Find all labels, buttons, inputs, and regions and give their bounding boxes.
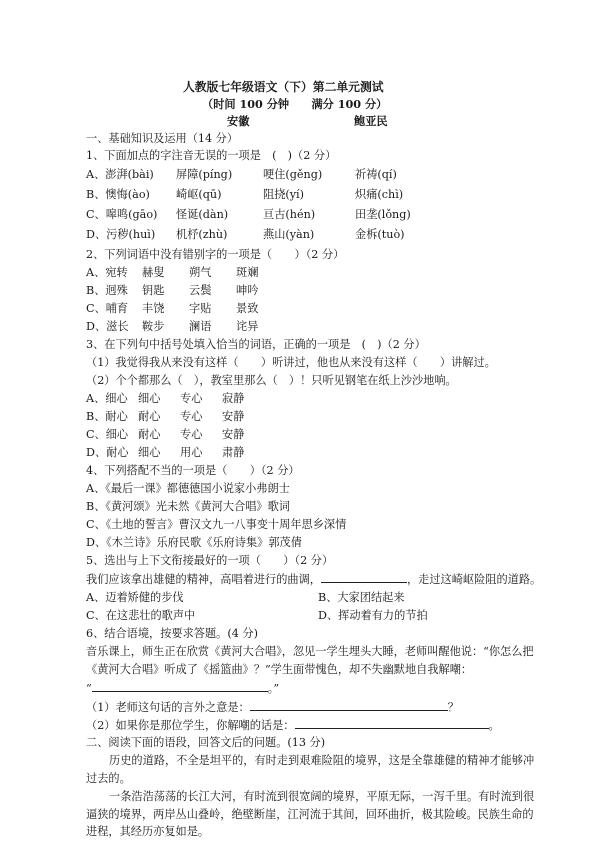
q1-option-b1: B、懊悔(ào): [86, 188, 150, 201]
q3-option-b4: 安静: [222, 410, 245, 423]
q6-context-line-1: 音乐课上，师生正在欣赏《黄河大合唱》，忽见一学生埋头大睡，老师叫醒他说：“你怎么把: [86, 645, 534, 658]
q4-option-a: A、《最后一课》都德德国小说家小弗朗士: [86, 482, 290, 495]
q2-option-a4: 斑斓: [236, 266, 259, 279]
q2-option-c1: C、哺育: [86, 302, 129, 315]
q1-option-d3: 燕山(yàn): [263, 228, 315, 241]
q2-option-d3: 澜语: [189, 320, 212, 333]
q2-option-c4: 景致: [236, 302, 259, 315]
q2-option-a1: A、宛转: [86, 266, 128, 279]
q3-option-d2: 细心: [138, 446, 161, 459]
q1-option-c3: 亘古(hén): [263, 208, 316, 221]
q6-answer-1-blank[interactable]: [250, 699, 448, 711]
exam-province: 安徽: [227, 114, 250, 128]
q2-stem: 2、下列词语中没有错别字的一项是（ ）（2 分）: [86, 248, 345, 261]
q5-option-b: B、大家团结起来: [318, 591, 405, 604]
passage-line: 过去的。: [86, 772, 131, 785]
q4-option-c: C、《土地的誓言》曹汉文九一八事变十周年思乡深情: [86, 518, 347, 531]
q3-option-b1: B、耐心: [86, 410, 128, 423]
q3-option-a3: 专心: [180, 392, 203, 405]
q6-reply-line: [86, 680, 279, 696]
q1-option-a4: 祈祷(qí): [355, 168, 397, 181]
q4-stem: 4、下列搭配不当的一项是（ ）（2 分）: [86, 464, 300, 477]
exam-title: 人教版七年级语文（下）第二单元测试: [183, 80, 384, 94]
q6-answer-2-blank[interactable]: [295, 717, 489, 729]
q6-reply-open-quote: “: [86, 682, 92, 695]
q2-option-b3: 云鬓: [189, 284, 212, 297]
q6-answer-1-label: （1）老师这句话的言外之意是：: [86, 701, 250, 714]
q3-option-d4: 肃静: [222, 446, 245, 459]
q3-option-c4: 安静: [222, 428, 245, 441]
q2-option-d4: 诧异: [236, 320, 259, 333]
q3-option-a1: A、细心: [86, 392, 128, 405]
passage-line: 一条浩浩荡荡的长江大河，有时流到很宽阔的境界，平原无际，一泻千里。有时流到很: [109, 790, 535, 803]
passage-line: 历史的道路，不全是坦平的，有时走到艰难险阻的境界，这是全靠雄健的精神才能够冲: [109, 754, 535, 767]
q4-option-d: D、《木兰诗》乐府民歌《乐府诗集》郭茂倩: [86, 536, 302, 549]
exam-author: 鲍亚民: [354, 114, 388, 128]
passage-line: 进程，其经历亦复如是。: [86, 825, 210, 838]
q4-option-b: B、《黄河颂》光未然《黄河大合唱》歌词: [86, 500, 290, 513]
q2-option-c2: 丰饶: [142, 302, 165, 315]
q5-option-c: C、在这悲壮的歌声中: [86, 609, 196, 622]
q1-option-b4: 炽痛(chì): [355, 188, 404, 201]
q3-sentence-1: （1）我觉得我从来没有这样（ ）听讲过，他也从来没有这样（ ）讲解过。: [86, 356, 496, 369]
section-1-heading: 一、基础知识及运用（14 分）: [86, 132, 239, 145]
q6-context-line-2: 《黄河大合唱》听成了《摇篮曲》？”学生面带愧色，却不失幽默地自我解嘲：: [86, 663, 473, 676]
q1-option-a1: A、澎湃(bài): [86, 168, 154, 181]
q5-answer-blank[interactable]: [321, 571, 407, 583]
section-2-heading: 二、阅读下面的语段，回答文后的问题。(13 分): [86, 736, 326, 749]
q3-option-c3: 专心: [180, 428, 203, 441]
passage-line: 逼狭的境界，两岸丛山叠岭，绝壁断崖，江河流于其间，回环曲折，极其险峻。民族生命的: [86, 808, 534, 821]
q3-option-d1: D、耐心: [86, 446, 129, 459]
q1-option-d4: 金柝(tuò): [355, 228, 405, 241]
q1-option-b2: 崎岖(qū): [176, 188, 222, 201]
q3-option-c1: C、细心: [86, 428, 129, 441]
q2-option-b2: 钥匙: [142, 284, 165, 297]
q2-option-b4: 呻吟: [236, 284, 259, 297]
q1-option-c1: C、嗥鸣(gāo): [86, 208, 158, 221]
q6-answer-1: [86, 699, 459, 715]
q5-sentence-end: ，走过这崎岖险阻的道路。: [406, 573, 542, 586]
q3-option-c2: 耐心: [138, 428, 161, 441]
q5-stem: 5、选出与上下文衔接最好的一项（ ）（2 分）: [86, 554, 334, 567]
q2-option-a2: 赫叟: [142, 266, 165, 279]
q1-option-a2: 屏障(píng): [176, 168, 233, 181]
q2-option-d1: D、滋长: [86, 320, 129, 333]
q5-option-a: A、迈着矫健的步伐: [86, 591, 184, 604]
q1-option-a3: 哽住(gěng): [263, 168, 323, 181]
q1-stem: 1、下面加点的字注音无误的一项是 ( )（2 分）: [86, 149, 337, 162]
q1-option-d2: 机杼(zhù): [176, 228, 228, 241]
q2-option-b1: B、迥殊: [86, 284, 128, 297]
q2-option-c3: 字贴: [189, 302, 212, 315]
q3-option-d3: 用心: [180, 446, 203, 459]
q6-answer-2-end: 。: [488, 719, 500, 732]
q6-reply-blank[interactable]: [92, 680, 268, 692]
q2-option-d2: 鞍步: [142, 320, 165, 333]
q3-sentence-2: （2）个个都那么（ ），教室里那么（ ）！只听见钢笔在纸上沙沙地响。: [86, 374, 457, 387]
q5-sentence-start: 我们应该拿出雄健的精神，高唱着进行的曲调，: [86, 573, 321, 586]
q1-option-c4: 田垄(lǒng): [355, 208, 411, 221]
q3-option-b2: 耐心: [138, 410, 161, 423]
q6-stem: 6、结合语境，按要求答题。(4 分): [86, 627, 258, 640]
q1-option-d1: D、污秽(huì): [86, 228, 156, 241]
q6-answer-2: [86, 717, 500, 733]
q3-option-b3: 专心: [180, 410, 203, 423]
exam-time-score: （时间 100 分钟 满分 100 分）: [202, 97, 388, 111]
q1-option-c2: 怪诞(dàn): [176, 208, 229, 221]
q3-stem: 3、在下列句中括号处填入恰当的词语，正确的一项是 ( )（2 分）: [86, 338, 426, 351]
q3-option-a4: 寂静: [222, 392, 245, 405]
q6-answer-1-end: ？: [447, 701, 459, 714]
q3-option-a2: 细心: [138, 392, 161, 405]
q5-sentence: [86, 571, 541, 587]
q5-option-d: D、挥动着有力的节拍: [318, 609, 428, 622]
q1-option-b3: 阻挠(yí): [263, 188, 305, 201]
q6-reply-close-quote: 。”: [267, 682, 280, 695]
q6-answer-2-label: （2）如果你是那位学生，你解嘲的话是：: [86, 719, 295, 732]
q2-option-a3: 朔气: [189, 266, 212, 279]
